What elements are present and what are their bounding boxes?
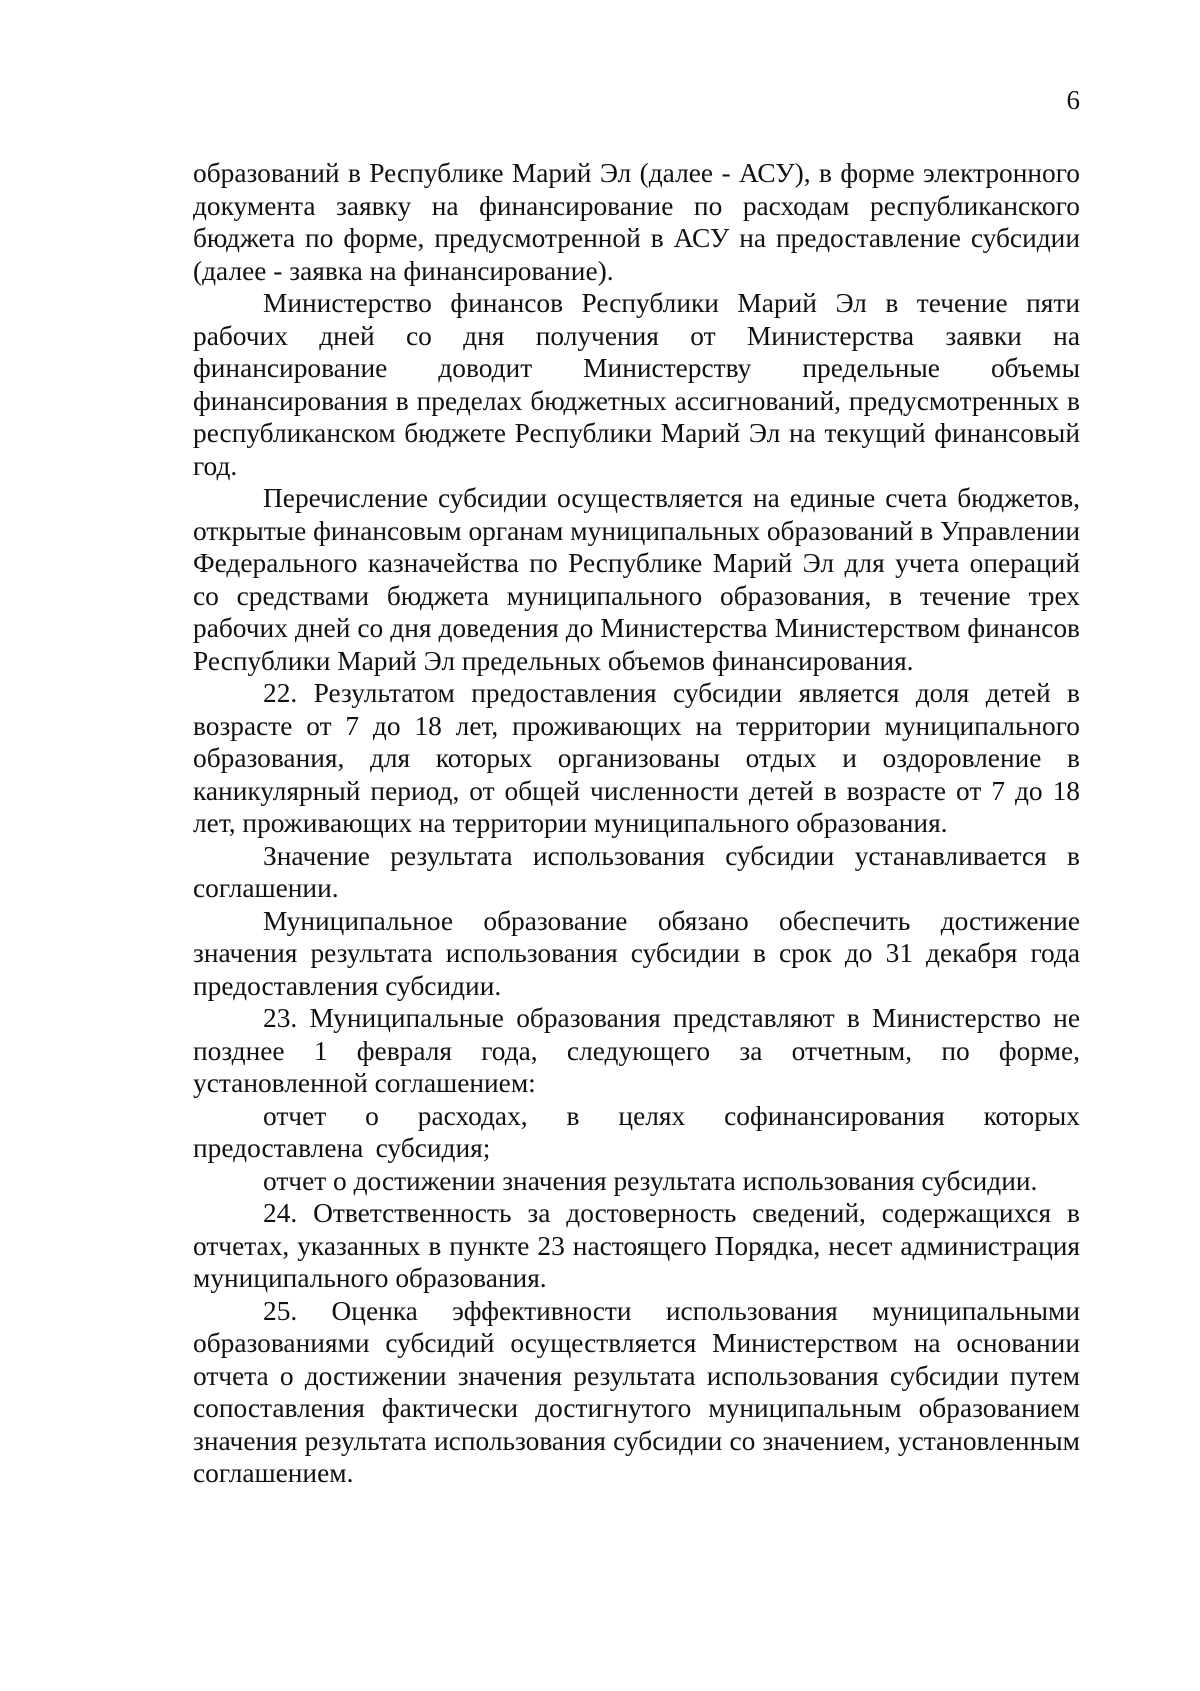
- paragraph-municipal-obligation: Муниципальное образование обязано обеспечить достижение значения результата использования субсидии в срок до 31 декабря года предоставления субсидии.: [193, 905, 1080, 1001]
- paragraph-expense-report: отчет о расходах, в целях софинансирования которых предоставлена субсидия;: [193, 1100, 1080, 1163]
- paragraph-achievement-report: отчет о достижении значения результата использования субсидии.: [263, 1165, 1038, 1196]
- paragraph-finance-ministry: Министерство финансов Республики Марий Эл в течение пяти рабочих дней со дня получения от Министерства заявки на финансирование доводит Министерству предельные объемы финансирования в пределах бюджетных ассигнований, предусмотренных в республиканском бюджете Республики Марий Эл на текущий финансовый год.: [193, 288, 1080, 481]
- paragraph-result-value: Значение результата использования субсидии устанавливается в соглашении.: [193, 840, 1080, 903]
- paragraph-subsidy-transfer: Перечисление субсидии осуществляется на единые счета бюджетов, открытые финансовым органам муниципальных образований в Управлении Федерального казначейства по Республике Марий Эл для учета операций со средствами бюджета муниципального образования, в течение трех рабочих дней со дня доведения до Министерства Министерством финансов Республики Марий Эл предельных объемов финансирования.: [193, 483, 1080, 676]
- document-body: [193, 157, 1080, 1490]
- paragraph-item-25: 25. Оценка эффективности использования муниципальными образованиями субсидий осуществляется Министерством на основании отчета о достижении значения результата использования субсидии путем сопоставления фактически достигнутого муниципальным образованием значения результата использования субсидии со значением, установленным соглашением.: [193, 1295, 1080, 1488]
- paragraph-item-22: 22. Результатом предоставления субсидии является доля детей в возрасте от 7 до 18 лет, проживающих на территории муниципального образования, для которых организованы отдых и оздоровление в каникулярный период, от общей численности детей в возрасте от 7 до 18 лет, проживающих на территории муниципального образования.: [193, 678, 1080, 838]
- paragraph-continuation: образований в Республике Марий Эл (далее - АСУ), в форме электронного документа заявку на финансирование по расходам республиканского бюджета по форме, предусмотренной в АСУ на предоставление субсидии (далее - заявка на финансирование).: [193, 158, 1080, 286]
- paragraph-item-24: 24. Ответственность за достоверность сведений, содержащихся в отчетах, указанных в пункте 23 настоящего Порядка, несет администрация муниципального образования.: [193, 1198, 1080, 1293]
- page-number: 6: [1066, 85, 1080, 115]
- paragraph-item-23: 23. Муниципальные образования представляют в Министерство не позднее 1 февраля года, следующего за отчетным, по форме, установленной соглашением:: [193, 1003, 1080, 1098]
